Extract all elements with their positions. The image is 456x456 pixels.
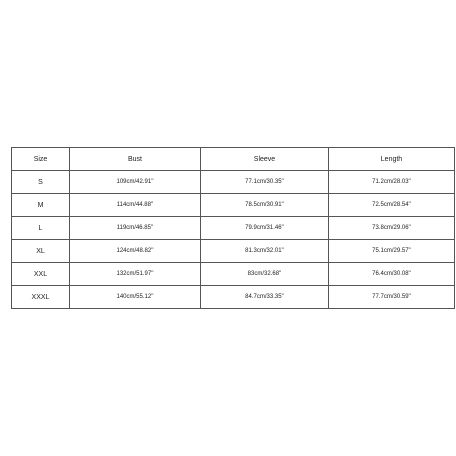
length-cell: 75.1cm/29.57'' bbox=[329, 240, 455, 263]
size-cell: XXXL bbox=[12, 286, 70, 309]
bust-cell: 140cm/55.12'' bbox=[70, 286, 201, 309]
table-row bbox=[12, 217, 455, 240]
sleeve-cell: 84.7cm/33.35'' bbox=[201, 286, 329, 309]
sleeve-cell: 81.3cm/32.01'' bbox=[201, 240, 329, 263]
header-bust: Bust bbox=[70, 148, 201, 171]
header-row bbox=[12, 148, 455, 171]
sleeve-cell: 78.5cm/30.91'' bbox=[201, 194, 329, 217]
sleeve-cell: 77.1cm/30.35'' bbox=[201, 171, 329, 194]
bust-cell: 132cm/51.97'' bbox=[70, 263, 201, 286]
table-row bbox=[12, 240, 455, 263]
size-cell: M bbox=[12, 194, 70, 217]
table-header bbox=[12, 148, 455, 171]
length-cell: 76.4cm/30.08'' bbox=[329, 263, 455, 286]
bust-cell: 119cm/46.85'' bbox=[70, 217, 201, 240]
table-row bbox=[12, 171, 455, 194]
header-length: Length bbox=[329, 148, 455, 171]
size-cell: S bbox=[12, 171, 70, 194]
table-row bbox=[12, 286, 455, 309]
table-row bbox=[12, 263, 455, 286]
bust-cell: 124cm/48.82'' bbox=[70, 240, 201, 263]
table-body bbox=[12, 171, 455, 309]
header-sleeve: Sleeve bbox=[201, 148, 329, 171]
size-cell: L bbox=[12, 217, 70, 240]
bust-cell: 109cm/42.91'' bbox=[70, 171, 201, 194]
header-size: Size bbox=[12, 148, 70, 171]
length-cell: 73.8cm/29.06'' bbox=[329, 217, 455, 240]
size-chart-table bbox=[11, 147, 455, 309]
length-cell: 71.2cm/28.03'' bbox=[329, 171, 455, 194]
sleeve-cell: 83cm/32.68'' bbox=[201, 263, 329, 286]
size-cell: XXL bbox=[12, 263, 70, 286]
length-cell: 77.7cm/30.59'' bbox=[329, 286, 455, 309]
sleeve-cell: 79.9cm/31.46'' bbox=[201, 217, 329, 240]
bust-cell: 114cm/44.88'' bbox=[70, 194, 201, 217]
length-cell: 72.5cm/28.54'' bbox=[329, 194, 455, 217]
size-cell: XL bbox=[12, 240, 70, 263]
table-row bbox=[12, 194, 455, 217]
